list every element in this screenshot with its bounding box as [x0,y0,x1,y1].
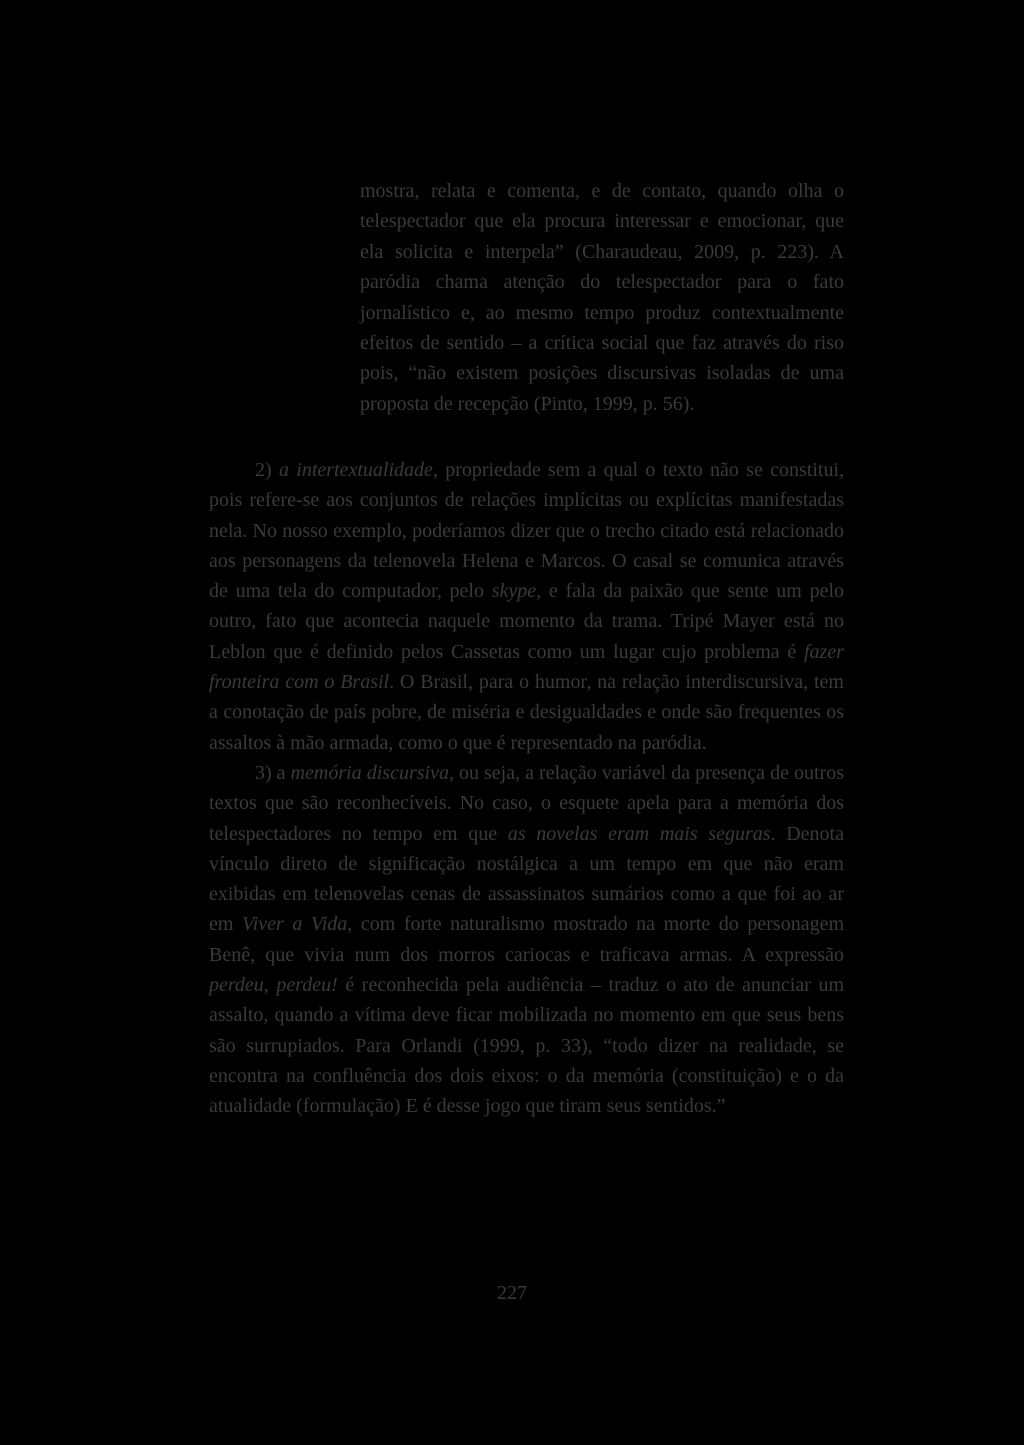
paragraph-text: . O Brasil, para o humor, na relação interdiscursiva, tem a conotação de país pobre, de miséria e desigualdades e onde são frequentes os assaltos à mão armada, como o que é representado na paródia. [209,671,844,754]
paragraph-text: , com forte naturalismo mostrado na morte do personagem Benê, que vivia num dos morros cariocas e traficava armas. A expressão [209,913,845,966]
telenovela-title: Viver a Vida [242,913,348,936]
paragraph-discursive-memory [209,758,844,1122]
paragraph-text: , e fala da paixão que sente um pelo outro, fato que acontecia naquele momento da trama. Tripé Mayer está no Leblon que é definido pelos Cassetas como um lugar cujo problema é [209,580,845,663]
term-skype: skype [491,580,537,603]
term-discursive-memory: memória discursiva [290,761,449,784]
paragraph-number: 2) [255,459,279,481]
paragraph-number: 3) a [255,761,291,784]
italic-phrase-fronteira: fazer fronteira com o Brasil [209,640,844,694]
paragraph-text: , propriedade sem a qual o texto não se constitui, pois refere-se aos conjuntos de relações implícitas ou explícitas manifestadas nela. No nosso exemplo, poderíamos dizer que o trecho citado está relacionado aos personagens da telenovela Helena e Marcos. O casal se comunica através de uma tela do computador, pelo [209,459,845,603]
paragraph-intertextuality [209,455,844,758]
italic-phrase-novelas: as novelas eram mais seguras [507,822,771,845]
paragraph-text: , ou seja, a relação variável da presença de outros textos que são reconhecíveis. No caso, o esquete apela para a memória dos telespectadores no tempo em que [209,761,844,845]
term-intertextuality: a intertextualidade [278,459,433,481]
paragraph-text: . Denota vínculo direto de significação nostálgica a um tempo em que não eram exibidas em telenovelas cenas de assassinatos sumários como a que foi ao ar em [209,822,844,936]
paragraph-text: é reconhecida pela audiência – traduz o ato de anunciar um assalto, quando a vítima deve ficar mobilizada no momento em que seus bens são surrupiados. Para Orlandi (1999, p. 33), “todo dizer na realidade, se encontra na confluência dos dois eixos: o da memória (constituição) e o da atualidade (formulação) E é desse jogo que tiram seus sentidos.” [209,974,844,1118]
italic-phrase-perdeu: perdeu, perdeu! [209,974,338,997]
main-body [209,455,844,1122]
quote-continuation: mostra, relata e comenta, e de contato, quando olha o telespectador que ela procura interessar e emocionar, que ela solicita e interpela” (Charaudeau, 2009, p. 223). A paródia chama atenção do telespectador para o fato jornalístico e, ao mesmo tempo produz contextualmente efeitos de sentido – a crítica social que faz através do riso pois, “não existem posições discursivas isoladas de uma proposta de recepção (Pinto, 1999, p. 56). [360,180,844,415]
page-number: 227 [497,1282,527,1304]
